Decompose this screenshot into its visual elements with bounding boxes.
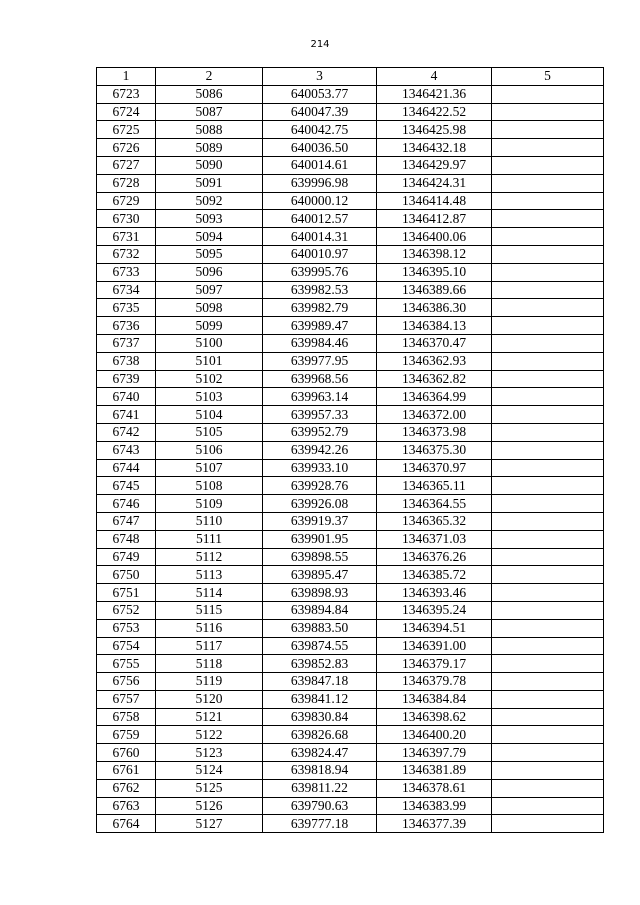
point-number-cell: 5090 [156,156,263,174]
point-number-cell: 5113 [156,566,263,584]
notes-cell [492,690,604,708]
point-number-cell: 5125 [156,779,263,797]
point-number-cell: 5108 [156,477,263,495]
table-row [97,85,604,103]
y-coordinate-cell: 1346400.20 [377,726,492,744]
point-number-cell: 5126 [156,797,263,815]
row-number-cell: 6759 [97,726,156,744]
row-number-cell: 6746 [97,495,156,513]
x-coordinate-cell: 639830.84 [263,708,377,726]
point-number-cell: 5114 [156,584,263,602]
y-coordinate-cell: 1346373.98 [377,423,492,441]
y-coordinate-cell: 1346376.26 [377,548,492,566]
x-coordinate-cell: 639874.55 [263,637,377,655]
y-coordinate-cell: 1346381.89 [377,762,492,780]
x-coordinate-cell: 639957.33 [263,406,377,424]
table-row [97,263,604,281]
y-coordinate-cell: 1346414.48 [377,192,492,210]
table-row [97,548,604,566]
x-coordinate-cell: 639898.93 [263,584,377,602]
x-coordinate-cell: 639933.10 [263,459,377,477]
notes-cell [492,281,604,299]
notes-cell [492,370,604,388]
point-number-cell: 5105 [156,423,263,441]
y-coordinate-cell: 1346365.32 [377,512,492,530]
notes-cell [492,174,604,192]
table-row [97,139,604,157]
notes-cell [492,121,604,139]
table-row [97,708,604,726]
x-coordinate-cell: 639818.94 [263,762,377,780]
y-coordinate-cell: 1346422.52 [377,103,492,121]
table-row [97,441,604,459]
x-coordinate-cell: 640014.31 [263,228,377,246]
y-coordinate-cell: 1346379.17 [377,655,492,673]
row-number-cell: 6742 [97,423,156,441]
notes-cell [492,263,604,281]
table-row [97,530,604,548]
table-row [97,459,604,477]
row-number-cell: 6750 [97,566,156,584]
x-coordinate-cell: 639928.76 [263,477,377,495]
notes-cell [492,388,604,406]
point-number-cell: 5104 [156,406,263,424]
y-coordinate-cell: 1346362.93 [377,352,492,370]
x-coordinate-cell: 639963.14 [263,388,377,406]
x-coordinate-cell: 639826.68 [263,726,377,744]
x-coordinate-cell: 640014.61 [263,156,377,174]
x-coordinate-cell: 639982.53 [263,281,377,299]
point-number-cell: 5124 [156,762,263,780]
row-number-cell: 6744 [97,459,156,477]
x-coordinate-cell: 639984.46 [263,334,377,352]
table-row [97,637,604,655]
y-coordinate-cell: 1346370.97 [377,459,492,477]
row-number-cell: 6753 [97,619,156,637]
y-coordinate-cell: 1346379.78 [377,673,492,691]
row-number-cell: 6763 [97,797,156,815]
y-coordinate-cell: 1346378.61 [377,779,492,797]
column-header-2: 2 [156,68,263,86]
notes-cell [492,584,604,602]
row-number-cell: 6736 [97,317,156,335]
notes-cell [492,673,604,691]
point-number-cell: 5121 [156,708,263,726]
x-coordinate-cell: 639790.63 [263,797,377,815]
x-coordinate-cell: 639996.98 [263,174,377,192]
table-row [97,779,604,797]
y-coordinate-cell: 1346383.99 [377,797,492,815]
y-coordinate-cell: 1346394.51 [377,619,492,637]
point-number-cell: 5118 [156,655,263,673]
x-coordinate-cell: 639926.08 [263,495,377,513]
row-number-cell: 6757 [97,690,156,708]
y-coordinate-cell: 1346384.84 [377,690,492,708]
table-row [97,477,604,495]
x-coordinate-cell: 639898.55 [263,548,377,566]
row-number-cell: 6726 [97,139,156,157]
point-number-cell: 5092 [156,192,263,210]
x-coordinate-cell: 639894.84 [263,601,377,619]
notes-cell [492,815,604,833]
row-number-cell: 6748 [97,530,156,548]
row-number-cell: 6758 [97,708,156,726]
table-row [97,762,604,780]
x-coordinate-cell: 639942.26 [263,441,377,459]
point-number-cell: 5097 [156,281,263,299]
notes-cell [492,210,604,228]
x-coordinate-cell: 639919.37 [263,512,377,530]
point-number-cell: 5111 [156,530,263,548]
notes-cell [492,228,604,246]
notes-cell [492,245,604,263]
row-number-cell: 6756 [97,673,156,691]
notes-cell [492,512,604,530]
y-coordinate-cell: 1346362.82 [377,370,492,388]
notes-cell [492,477,604,495]
table-row [97,334,604,352]
row-number-cell: 6741 [97,406,156,424]
notes-cell [492,530,604,548]
row-number-cell: 6729 [97,192,156,210]
y-coordinate-cell: 1346370.47 [377,334,492,352]
notes-cell [492,139,604,157]
point-number-cell: 5087 [156,103,263,121]
notes-cell [492,566,604,584]
coordinates-table [96,67,604,833]
y-coordinate-cell: 1346432.18 [377,139,492,157]
table-row [97,370,604,388]
y-coordinate-cell: 1346389.66 [377,281,492,299]
notes-cell [492,708,604,726]
notes-cell [492,85,604,103]
point-number-cell: 5096 [156,263,263,281]
row-number-cell: 6732 [97,245,156,263]
table-row [97,423,604,441]
point-number-cell: 5103 [156,388,263,406]
table-row [97,512,604,530]
notes-cell [492,156,604,174]
table-row [97,495,604,513]
column-header-1: 1 [97,68,156,86]
table-row [97,406,604,424]
table-row [97,245,604,263]
table-row [97,228,604,246]
column-header-3: 3 [263,68,377,86]
x-coordinate-cell: 639995.76 [263,263,377,281]
table-row [97,103,604,121]
point-number-cell: 5123 [156,744,263,762]
row-number-cell: 6733 [97,263,156,281]
notes-cell [492,637,604,655]
y-coordinate-cell: 1346400.06 [377,228,492,246]
table-row [97,584,604,602]
notes-cell [492,423,604,441]
row-number-cell: 6761 [97,762,156,780]
table-row [97,673,604,691]
notes-cell [492,548,604,566]
point-number-cell: 5127 [156,815,263,833]
table-row [97,388,604,406]
x-coordinate-cell: 639883.50 [263,619,377,637]
row-number-cell: 6745 [97,477,156,495]
point-number-cell: 5095 [156,245,263,263]
notes-cell [492,459,604,477]
y-coordinate-cell: 1346365.11 [377,477,492,495]
row-number-cell: 6730 [97,210,156,228]
table-row [97,815,604,833]
row-number-cell: 6755 [97,655,156,673]
notes-cell [492,655,604,673]
point-number-cell: 5088 [156,121,263,139]
row-number-cell: 6752 [97,601,156,619]
row-number-cell: 6754 [97,637,156,655]
row-number-cell: 6724 [97,103,156,121]
row-number-cell: 6749 [97,548,156,566]
notes-cell [492,334,604,352]
y-coordinate-cell: 1346398.12 [377,245,492,263]
table-row [97,797,604,815]
table-row [97,192,604,210]
table-row [97,121,604,139]
y-coordinate-cell: 1346412.87 [377,210,492,228]
row-number-cell: 6737 [97,334,156,352]
point-number-cell: 5091 [156,174,263,192]
x-coordinate-cell: 639968.56 [263,370,377,388]
x-coordinate-cell: 639852.83 [263,655,377,673]
notes-cell [492,317,604,335]
row-number-cell: 6751 [97,584,156,602]
y-coordinate-cell: 1346371.03 [377,530,492,548]
x-coordinate-cell: 639982.79 [263,299,377,317]
notes-cell [492,495,604,513]
point-number-cell: 5101 [156,352,263,370]
row-number-cell: 6738 [97,352,156,370]
notes-cell [492,797,604,815]
y-coordinate-cell: 1346397.79 [377,744,492,762]
table-row [97,601,604,619]
table-row [97,210,604,228]
row-number-cell: 6731 [97,228,156,246]
x-coordinate-cell: 639901.95 [263,530,377,548]
point-number-cell: 5086 [156,85,263,103]
table-row [97,174,604,192]
point-number-cell: 5122 [156,726,263,744]
table-row [97,726,604,744]
row-number-cell: 6725 [97,121,156,139]
column-header-5: 5 [492,68,604,86]
notes-cell [492,726,604,744]
point-number-cell: 5115 [156,601,263,619]
table-row [97,317,604,335]
row-number-cell: 6762 [97,779,156,797]
table-header-row [97,68,604,86]
point-number-cell: 5116 [156,619,263,637]
notes-cell [492,744,604,762]
x-coordinate-cell: 640042.75 [263,121,377,139]
x-coordinate-cell: 640012.57 [263,210,377,228]
y-coordinate-cell: 1346364.55 [377,495,492,513]
table-row [97,690,604,708]
notes-cell [492,779,604,797]
row-number-cell: 6764 [97,815,156,833]
y-coordinate-cell: 1346429.97 [377,156,492,174]
row-number-cell: 6743 [97,441,156,459]
point-number-cell: 5119 [156,673,263,691]
row-number-cell: 6734 [97,281,156,299]
point-number-cell: 5109 [156,495,263,513]
y-coordinate-cell: 1346424.31 [377,174,492,192]
notes-cell [492,352,604,370]
x-coordinate-cell: 640047.39 [263,103,377,121]
table-row [97,156,604,174]
y-coordinate-cell: 1346391.00 [377,637,492,655]
point-number-cell: 5089 [156,139,263,157]
y-coordinate-cell: 1346395.10 [377,263,492,281]
y-coordinate-cell: 1346425.98 [377,121,492,139]
y-coordinate-cell: 1346364.99 [377,388,492,406]
notes-cell [492,406,604,424]
table-row [97,352,604,370]
y-coordinate-cell: 1346375.30 [377,441,492,459]
point-number-cell: 5094 [156,228,263,246]
x-coordinate-cell: 639811.22 [263,779,377,797]
page-number: 214 [310,39,330,50]
x-coordinate-cell: 639824.47 [263,744,377,762]
row-number-cell: 6740 [97,388,156,406]
y-coordinate-cell: 1346393.46 [377,584,492,602]
row-number-cell: 6747 [97,512,156,530]
row-number-cell: 6727 [97,156,156,174]
notes-cell [492,192,604,210]
y-coordinate-cell: 1346398.62 [377,708,492,726]
x-coordinate-cell: 639895.47 [263,566,377,584]
x-coordinate-cell: 640053.77 [263,85,377,103]
point-number-cell: 5099 [156,317,263,335]
y-coordinate-cell: 1346421.36 [377,85,492,103]
table-body [97,85,604,832]
point-number-cell: 5106 [156,441,263,459]
table-row [97,744,604,762]
notes-cell [492,619,604,637]
row-number-cell: 6735 [97,299,156,317]
point-number-cell: 5107 [156,459,263,477]
notes-cell [492,103,604,121]
row-number-cell: 6760 [97,744,156,762]
y-coordinate-cell: 1346377.39 [377,815,492,833]
row-number-cell: 6739 [97,370,156,388]
y-coordinate-cell: 1346384.13 [377,317,492,335]
point-number-cell: 5120 [156,690,263,708]
table-row [97,619,604,637]
table-row [97,299,604,317]
notes-cell [492,299,604,317]
x-coordinate-cell: 639952.79 [263,423,377,441]
x-coordinate-cell: 640010.97 [263,245,377,263]
y-coordinate-cell: 1346395.24 [377,601,492,619]
table-row [97,566,604,584]
point-number-cell: 5110 [156,512,263,530]
x-coordinate-cell: 639777.18 [263,815,377,833]
x-coordinate-cell: 640036.50 [263,139,377,157]
x-coordinate-cell: 640000.12 [263,192,377,210]
notes-cell [492,441,604,459]
column-header-4: 4 [377,68,492,86]
point-number-cell: 5098 [156,299,263,317]
table-row [97,281,604,299]
point-number-cell: 5100 [156,334,263,352]
row-number-cell: 6728 [97,174,156,192]
table-row [97,655,604,673]
x-coordinate-cell: 639989.47 [263,317,377,335]
y-coordinate-cell: 1346386.30 [377,299,492,317]
point-number-cell: 5093 [156,210,263,228]
x-coordinate-cell: 639977.95 [263,352,377,370]
y-coordinate-cell: 1346372.00 [377,406,492,424]
x-coordinate-cell: 639841.12 [263,690,377,708]
notes-cell [492,601,604,619]
point-number-cell: 5117 [156,637,263,655]
row-number-cell: 6723 [97,85,156,103]
notes-cell [492,762,604,780]
x-coordinate-cell: 639847.18 [263,673,377,691]
point-number-cell: 5102 [156,370,263,388]
y-coordinate-cell: 1346385.72 [377,566,492,584]
point-number-cell: 5112 [156,548,263,566]
